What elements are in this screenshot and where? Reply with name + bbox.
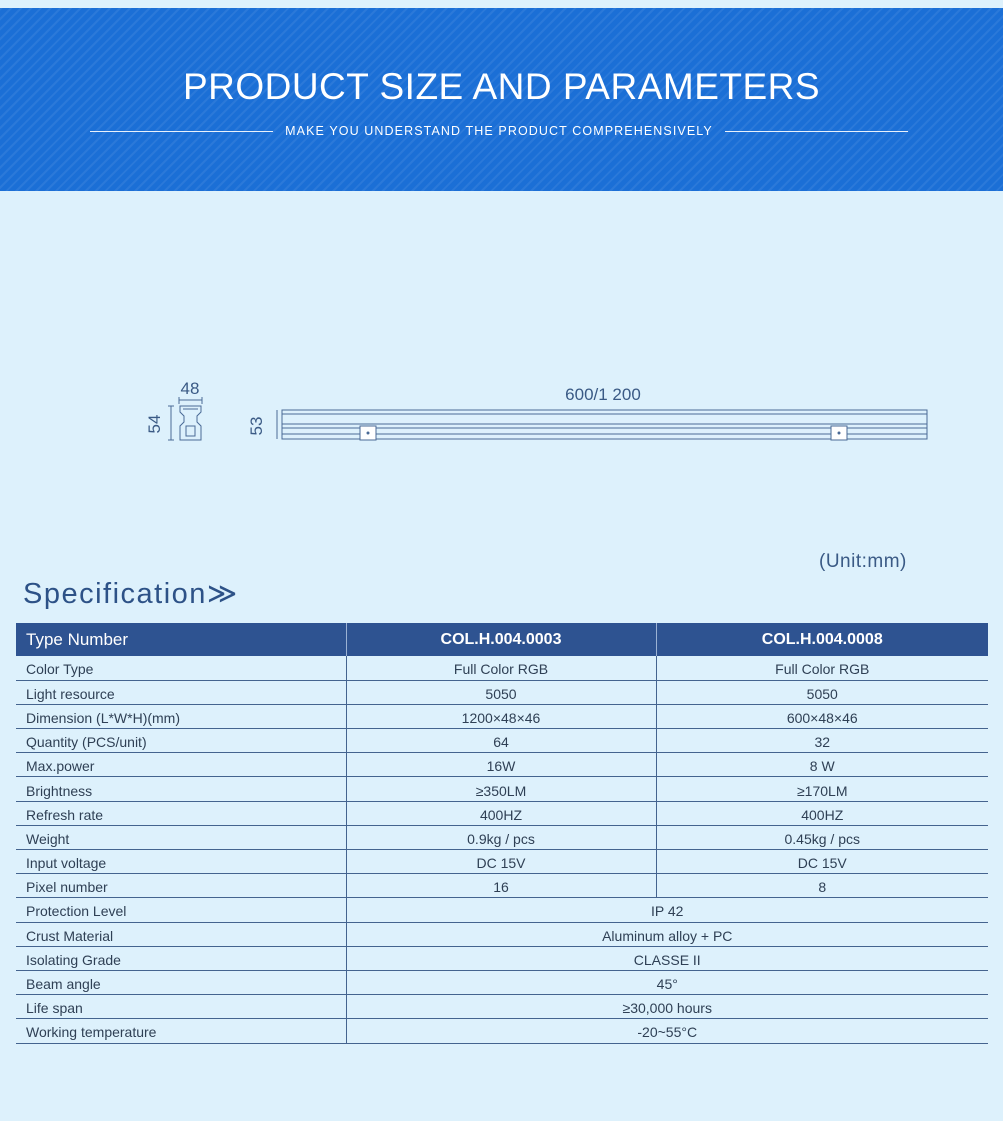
spec-value-b: ≥170LM — [656, 777, 988, 801]
spec-value-merged: 45° — [346, 970, 988, 994]
table-row — [16, 801, 988, 825]
spec-value-merged: IP 42 — [346, 898, 988, 922]
table-row — [16, 946, 988, 970]
spec-label: Working temperature — [16, 1019, 346, 1043]
table-row — [16, 729, 988, 753]
table-row — [16, 656, 988, 680]
divider-right — [725, 131, 908, 132]
spec-label: Brightness — [16, 777, 346, 801]
header-type-number: Type Number — [16, 623, 346, 656]
profile-cross-section — [168, 397, 202, 440]
spec-value-a: 1200×48×46 — [346, 704, 656, 728]
spec-value-a: 64 — [346, 729, 656, 753]
table-row — [16, 850, 988, 874]
spec-label: Max.power — [16, 753, 346, 777]
table-header-row — [16, 623, 988, 656]
spec-label: Quantity (PCS/unit) — [16, 729, 346, 753]
spec-value-a: Full Color RGB — [346, 656, 656, 680]
spec-label: Crust Material — [16, 922, 346, 946]
spec-value-b: DC 15V — [656, 850, 988, 874]
spec-label: Input voltage — [16, 850, 346, 874]
table-row — [16, 995, 988, 1019]
table-row — [16, 898, 988, 922]
spec-value-a: 5050 — [346, 680, 656, 704]
spec-label: Dimension (L*W*H)(mm) — [16, 704, 346, 728]
spec-value-a: ≥350LM — [346, 777, 656, 801]
spec-value-b: 5050 — [656, 680, 988, 704]
spec-value-merged: ≥30,000 hours — [346, 995, 988, 1019]
divider-left — [90, 131, 273, 132]
table-row — [16, 922, 988, 946]
spec-value-b: 8 — [656, 874, 988, 898]
bar-height-label: 53 — [247, 416, 266, 436]
header-banner — [0, 8, 1003, 191]
spec-value-merged: -20~55°C — [346, 1019, 988, 1043]
spec-value-b: 32 — [656, 729, 988, 753]
spec-label: Weight — [16, 825, 346, 849]
profile-height-label: 54 — [145, 414, 164, 434]
specification-heading: Specification≫ — [23, 578, 239, 610]
spec-label: Refresh rate — [16, 801, 346, 825]
spec-label: Beam angle — [16, 970, 346, 994]
spec-value-merged: Aluminum alloy + PC — [346, 922, 988, 946]
spec-value-a: 400HZ — [346, 801, 656, 825]
table-row — [16, 777, 988, 801]
bar-length-label: 600/1 200 — [565, 385, 641, 404]
subtitle-row — [90, 122, 908, 140]
table-row — [16, 753, 988, 777]
table-row — [16, 825, 988, 849]
header-model-a: COL.H.004.0003 — [346, 623, 656, 656]
bar-side-view — [277, 410, 927, 440]
spec-label: Pixel number — [16, 874, 346, 898]
table-row — [16, 970, 988, 994]
spec-value-merged: CLASSE II — [346, 946, 988, 970]
spec-value-a: 16 — [346, 874, 656, 898]
spec-value-b: 0.45kg / pcs — [656, 825, 988, 849]
dimension-drawing — [140, 370, 940, 460]
spec-label: Isolating Grade — [16, 946, 346, 970]
unit-note: (Unit:mm) — [819, 551, 907, 572]
spec-value-b: 600×48×46 — [656, 704, 988, 728]
spec-label: Color Type — [16, 656, 346, 680]
spec-label: Life span — [16, 995, 346, 1019]
spec-value-a: DC 15V — [346, 850, 656, 874]
table-row — [16, 1019, 988, 1043]
table-row — [16, 704, 988, 728]
spec-label: Light resource — [16, 680, 346, 704]
table-row — [16, 874, 988, 898]
spec-value-b: 400HZ — [656, 801, 988, 825]
page-subtitle: MAKE YOU UNDERSTAND THE PRODUCT COMPREHENSIVELY — [285, 124, 713, 138]
spec-value-a: 16W — [346, 753, 656, 777]
spec-value-b: Full Color RGB — [656, 656, 988, 680]
spec-value-b: 8 W — [656, 753, 988, 777]
page-title: PRODUCT SIZE AND PARAMETERS — [182, 66, 821, 107]
spec-label: Protection Level — [16, 898, 346, 922]
specification-table — [16, 623, 988, 1044]
profile-width-label: 48 — [180, 379, 200, 398]
spec-value-a: 0.9kg / pcs — [346, 825, 656, 849]
table-row — [16, 680, 988, 704]
header-model-b: COL.H.004.0008 — [656, 623, 988, 656]
